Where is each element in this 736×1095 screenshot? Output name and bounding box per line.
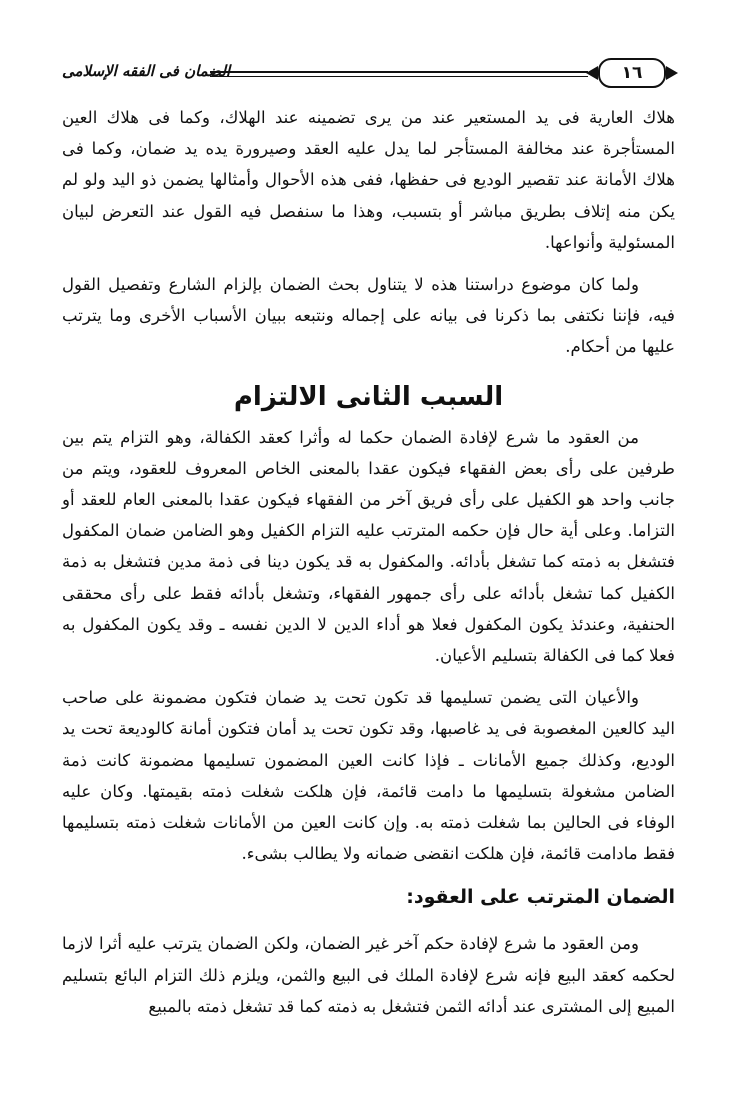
- paragraph-4: والأعيان التى يضمن تسليمها قد تكون تحت يد ضمان فتكون مضمونة على صاحب اليد كالعين المغصوبة فى يد غاصبها، وقد تكون تحت يد أمان فتكون أمانة كالوديعة تحت يد الوديع، وكذلك جميع الأمانات ـ فإذا كانت العين المضمون تسليمها مضمونة كانت ذمة الضامن مشغولة بتسليمها ما دامت قائمة، فإن هلكت شغلت ذمته بقيمتها. وكان عليه الوفاء فى الحالين بما شغلت ذمته به. وإن كانت العين من الأمانات شغلت ذمته بتسليمها فقط مادامت قائمة، فإن هلكت انقضى ضمانه ولا يطالب بشىء.: [62, 688, 675, 864]
- header-rule: [210, 71, 588, 77]
- paragraph-5: ومن العقود ما شرع لإفادة حكم آخر غير الضمان، ولكن الضمان يترتب عليه أثرا لازما لحكمه كعقد البيع فإنه شرع لإفادة الملك فى البيع والثمن، ويلزم ذلك التزام البائع بتسليم المبيع إلى المشترى عند أدائه الثمن فتشغل به ذمته كما قد تشغل ذمته بالمبيع: [62, 934, 675, 1016]
- paragraph-3: من العقود ما شرع لإفادة الضمان حكما له وأثرا كعقد الكفالة، وهو التزام يتم بين طرفين على رأى بعض الفقهاء فيكون عقدا بالمعنى الخاص المعروف للعقود، ويتم من جانب واحد هو الكفيل على رأى فريق آخر من الفقهاء فيكون عقدا بالمعنى العام للعقد أو التزاما. وعلى أية حال فإن حكمه المترتب عليه التزام الكفيل وهو الضامن ضمان المكفول فتشغل به ذمته كما تشغل بأدائه. والمكفول به قد يكون دينا فى ذمة مدين فتشغل به ذمة الكفيل كما تشغل بأدائه على رأى جمهور الفقهاء، وتشغل بأدائه فقط على رأى محققى الحنفية، وعندئذ يكون المكفول فعلا هو أداء الدين لا الدين نفسه ـ وقد يكون المكفول به فعلا كما فى الكفالة بتسليم الأعيان.: [62, 427, 675, 666]
- running-header: [62, 58, 680, 94]
- page-number: ١٦: [598, 58, 666, 88]
- paragraph-1: هلاك العارية فى يد المستعير عند من يرى تضمينه عند الهلاك، وكما فى هلاك العين المستأجرة عند مخالفة المستأجر لما يدل عليه العقد وصيرورة يده يد ضمان، وكما فى هلاك الأمانة عند تقصير الوديع فى حفظها، ففى هذه الأحوال وأمثالها يضمن ذو اليد ولو لم يكن منه إتلاف بطريق مباشر أو بتسبب، وهذا ما سنفصل فيه القول عند التعرض لبيان المسئولية وأنواعها.: [62, 108, 675, 252]
- section-heading: السبب الثانى الالتزام: [233, 381, 504, 412]
- page-content: [62, 102, 675, 1033]
- paragraph-2: ولما كان موضوع دراستنا هذه لا يتناول بحث الضمان بإلزام الشارع وتفصيل القول فيه، فإننا نكتفى بما ذكرنا فى بيانه على إجماله ونتبعه ببيان الأسباب الأخرى وما يترتب عليها من أحكام.: [62, 275, 675, 357]
- book-title: الضمان فى الفقه الإسلامى: [62, 62, 231, 80]
- subsection-heading: الضمان المترتب على العقود:: [406, 886, 675, 909]
